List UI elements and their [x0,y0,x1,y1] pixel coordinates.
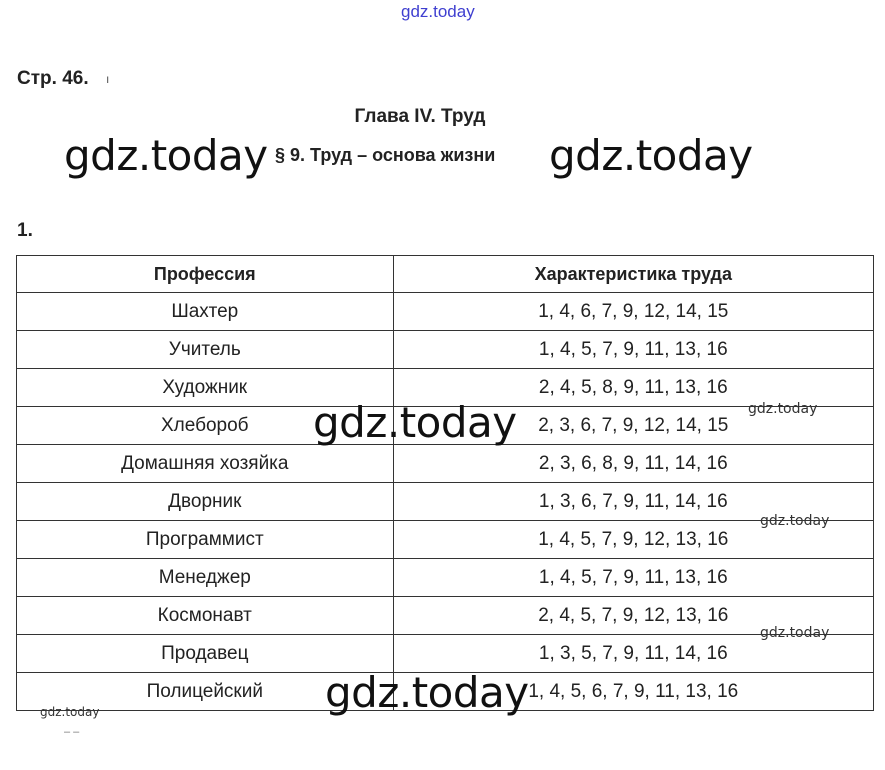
characteristics-cell: 2, 3, 6, 7, 9, 12, 14, 15 [393,407,873,445]
characteristics-cell: 1, 4, 5, 7, 9, 12, 13, 16 [393,521,873,559]
profession-cell: Шахтер [17,293,394,331]
profession-cell: Менеджер [17,559,394,597]
watermark-small: gdz.today [40,705,100,719]
chapter-title [0,106,840,128]
table-row [17,521,874,559]
section-title: § 9. Труд – основа жизни [275,145,496,165]
page-label-mark: ı [106,72,110,86]
characteristics-cell: 1, 4, 5, 7, 9, 11, 13, 16 [393,559,873,597]
watermark-small: gdz.today [760,513,830,529]
watermark-large: gdz.today [64,131,268,180]
characteristics-cell: 1, 3, 6, 7, 9, 11, 14, 16 [393,483,873,521]
watermark-top: gdz.today [401,2,475,21]
characteristics-cell: 1, 4, 6, 7, 9, 12, 14, 15 [393,293,873,331]
watermark-large: gdz.today [325,668,529,717]
characteristics-cell: 2, 4, 5, 7, 9, 12, 13, 16 [393,597,873,635]
profession-cell: Полицейский [17,673,394,711]
page-label: Стр. 46. [17,68,89,89]
column-header-profession: Профессия [17,256,394,293]
profession-cell: Дворник [17,483,394,521]
profession-cell: Программист [17,521,394,559]
chapter-title-text: Глава IV. Труд [354,106,486,127]
table-row [17,635,874,673]
watermark-small: gdz.today [748,401,818,417]
characteristics-cell: 2, 3, 6, 8, 9, 11, 14, 16 [393,445,873,483]
table-row [17,293,874,331]
table-row [17,483,874,521]
table-row [17,597,874,635]
profession-cell: Продавец [17,635,394,673]
characteristics-cell: 1, 3, 5, 7, 9, 11, 14, 16 [393,635,873,673]
table-row [17,559,874,597]
task-number: 1. [17,220,33,241]
profession-table [16,255,874,711]
profession-cell: Хлебороб [17,407,394,445]
profession-cell: Учитель [17,331,394,369]
characteristics-cell: 1, 4, 5, 6, 7, 9, 11, 13, 16 [393,673,873,711]
table-row [17,331,874,369]
table-header-row [17,256,874,293]
characteristics-cell: 1, 4, 5, 7, 9, 11, 13, 16 [393,331,873,369]
watermark-small: gdz.today [760,625,830,641]
footer-mark: – – [64,726,80,738]
column-header-characteristics: Характеристика труда [393,256,873,293]
profession-cell: Художник [17,369,394,407]
profession-cell: Космонавт [17,597,394,635]
table-row [17,445,874,483]
profession-cell: Домашняя хозяйка [17,445,394,483]
watermark-large: gdz.today [313,398,517,447]
watermark-large: gdz.today [549,131,753,180]
characteristics-cell: 2, 4, 5, 8, 9, 11, 13, 16 [393,369,873,407]
